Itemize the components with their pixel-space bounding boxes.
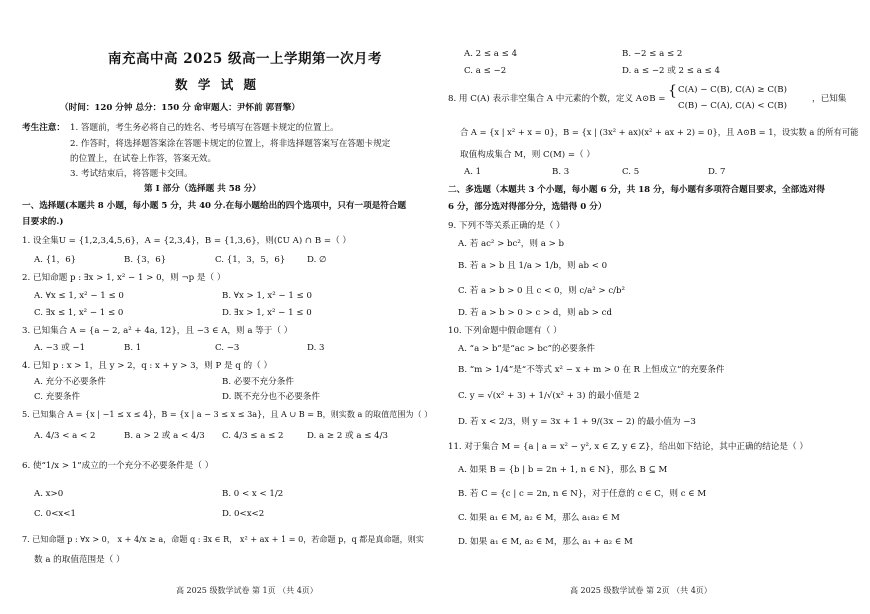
part-1-heading: 第 I 部分（选择题 共 58 分）	[144, 184, 261, 194]
question-8-line-2: 合 A = {x | x² + x = 0}，B = {x | (3x² + ax)(x² + ax + 2) = 0}，且 A⊙B = 1，设实数 a 的所有可能	[460, 127, 859, 137]
q7-option-b: B. −2 ≤ a ≤ 2	[622, 49, 683, 59]
notice-3: 3. 考试结束后，将答题卡交回。	[70, 169, 193, 179]
q2-option-b: B. ∀x > 1, x² − 1 ≤ 0	[222, 291, 312, 301]
question-4: 4. 已知 p : x > 1，且 y > 2，q : x + y > 3，则 P 是 q 的（ ）	[22, 361, 273, 371]
q6-option-b: B. 0 < x < 1/2	[222, 489, 284, 499]
question-10: 10. 下列命题中假命题有（ ）	[448, 326, 562, 336]
section-2-line-2: 6 分，部分选对得部分分，选错得 0 分）	[448, 202, 607, 212]
q8-option-c: C. 5	[622, 167, 640, 177]
q1-option-d: D. ∅	[307, 255, 327, 265]
q1-option-b: B. {3，6}	[124, 255, 167, 265]
q10-option-b: B. “m > 1/4”是“不等式 x² − x + m > 0 在 R 上恒成立”的充要条件	[458, 365, 725, 375]
notice-2-cont: 的位置上，在试卷上作答，答案无效。	[70, 154, 217, 164]
q7-option-d: D. a ≤ −2 或 2 ≤ a ≤ 4	[622, 66, 720, 76]
q1-option-a: A. {1，6}	[34, 255, 77, 265]
q9-option-c: C. 若 a > b > 0 且 c < 0，则 c/a² > c/b²	[458, 286, 625, 296]
question-5: 5. 已知集合 A = {x | −1 ≤ x ≤ 4}，B = {x | a − 3 ≤ x ≤ 3a}，且 A ∪ B = B，则实数 a 的取值范围为（ ）	[22, 409, 433, 419]
q10-option-c: C. y = √(x² + 3) + 1/√(x² + 3) 的最小值是 2	[458, 391, 640, 401]
q6-option-c: C. 0<x<1	[34, 509, 76, 519]
question-8-line-3: 取值构成集合 M，则 C(M) =（ ）	[460, 150, 595, 160]
q8-option-d: D. 7	[708, 167, 726, 177]
q3-option-b: B. 1	[124, 343, 142, 353]
q11-option-c: C. 如果 a₁ ∈ M, a₂ ∈ M，那么 a₁a₂ ∈ M	[458, 513, 620, 523]
question-11: 11. 对于集合 M = {a | a = x² − y², x ∈ Z, y ∈ Z}，给出如下结论，其中正确的结论是（ ）	[448, 442, 808, 452]
q2-option-a: A. ∀x ≤ 1, x² − 1 ≤ 0	[34, 291, 124, 301]
question-7-line-2: 数 a 的取值范围是（ ）	[34, 555, 125, 565]
notice-2: 2. 作答时，将选择题答案涂在答题卡规定的位置上，将非选择题答案写在答题卡规定	[70, 139, 391, 149]
q8-option-a: A. 1	[464, 167, 482, 177]
notice-1: 1. 答题前，考生务必将自己的姓名、考号填写在答题卡规定的位置上。	[70, 123, 339, 133]
q4-option-c: C. 充要条件	[34, 392, 81, 402]
q7-option-c: C. a ≤ −2	[464, 66, 507, 76]
q11-option-a: A. 如果 B = {b | b = 2n + 1, n ∈ N}，那么 B ⊆ M	[458, 465, 668, 475]
exam-title: 南充高中高 2025 级高一上学期第一次月考	[108, 51, 382, 67]
q5-option-b: B. a > 2 或 a < 4/3	[124, 431, 205, 441]
question-2: 2. 已知命题 p : ∃x > 1, x² − 1 > 0，则 ¬p 是（ ）	[22, 273, 226, 283]
exam-subtitle: 数 学 试 题	[175, 77, 260, 92]
q6-option-a: A. x>0	[34, 489, 64, 499]
q8-case-1: C(A) − C(B), C(A) ≥ C(B)	[678, 85, 787, 95]
section-1-line-1: 一、选择题(本题共 8 小题，每小题 5 分，共 40 分.在每小题给出的四个选项中，只有一项是符合题	[22, 201, 407, 211]
exam-info: （时间：120 分钟 总分：150 分 命审题人：尹怀前 郭晋擎）	[60, 103, 300, 113]
q7-option-a: A. 2 ≤ a ≤ 4	[464, 49, 518, 59]
q4-option-b: B. 必要不充分条件	[222, 377, 294, 387]
question-9: 9. 下列不等关系正确的是（ ）	[448, 221, 565, 231]
q9-option-b: B. 若 a > b 且 1/a > 1/b，则 ab < 0	[458, 261, 608, 271]
q11-option-b: B. 若 C = {c | c = 2n, n ∈ N}，对于任意的 c ∈ C，则 c ∈ M	[458, 489, 707, 499]
q8-tail: ，已知集	[812, 94, 847, 104]
question-7-line-1: 7. 已知命题 p : ∀x > 0， x + 4/x ≥ a，命题 q : ∃x ∈ R， x² + ax + 1 = 0，若命题 p，q 都是真命题，则实	[22, 534, 424, 544]
q8-case-2: C(B) − C(A), C(A) < C(B)	[678, 101, 787, 111]
page-1-footer: 高 2025 级数学试卷 第 1页 （共 4页）	[176, 586, 318, 595]
section-2-line-1: 二、多选题（本题共 3 个小题，每小题 6 分，共 18 分，每小题有多项符合题目要求，全部选对得	[448, 185, 826, 195]
q5-option-a: A. 4/3 < a < 2	[34, 431, 96, 441]
q5-option-c: C. 4/3 ≤ a ≤ 2	[222, 431, 284, 441]
q9-option-a: A. 若 ac² > bc²，则 a > b	[458, 239, 565, 249]
q10-option-d: D. 若 x < 2/3，则 y = 3x + 1 + 9/(3x − 2) 的最小值为 −3	[458, 417, 696, 427]
notice-label: 考生注意：	[22, 123, 65, 133]
q8-option-b: B. 3	[552, 167, 570, 177]
q1-option-c: C. {1，3，5，6}	[215, 255, 286, 265]
q3-option-a: A. −3 或 −1	[34, 343, 86, 353]
q4-option-a: A. 充分不必要条件	[34, 377, 106, 387]
page-2-footer: 高 2025 级数学试卷 第 2页 （共 4页）	[570, 586, 712, 595]
page-2	[440, 0, 870, 614]
q2-option-d: D. ∃x > 1, x² − 1 ≤ 0	[222, 308, 312, 318]
q6-option-d: D. 0<x<2	[222, 509, 265, 519]
q3-option-c: C. −3	[215, 343, 240, 353]
q11-option-d: D. 如果 a₁ ∈ M, a₂ ∈ M，那么 a₁ + a₂ ∈ M	[458, 537, 633, 547]
q4-option-d: D. 既不充分也不必要条件	[222, 392, 320, 402]
q10-option-a: A. “a > b”是“ac > bc”的必要条件	[458, 344, 596, 354]
question-1: 1. 设全集U = {1,2,3,4,5,6}，A = {2,3,4}，B = {1,3,6}，则(∁U A) ∩ B =（ ）	[22, 236, 352, 246]
q9-option-d: D. 若 a > b > 0 > c > d，则 ab > cd	[458, 308, 612, 318]
question-6: 6. 使“1/x > 1”成立的一个充分不必要条件是（ ）	[22, 461, 214, 471]
question-8-line-1: 8. 用 C(A) 表示非空集合 A 中元素的个数，定义 A⊙B =	[448, 94, 666, 104]
piecewise-brace: {	[668, 83, 677, 99]
question-3: 3. 已知集合 A = {a − 2, a² + 4a, 12}，且 −3 ∈ A，则 a 等于（ ）	[22, 326, 293, 336]
section-1-line-2: 目要求的.)	[22, 217, 64, 227]
q5-option-d: D. a ≥ 2 或 a ≤ 4/3	[307, 431, 388, 441]
q2-option-c: C. ∃x ≤ 1, x² − 1 ≤ 0	[34, 308, 124, 318]
q3-option-d: D. 3	[307, 343, 325, 353]
